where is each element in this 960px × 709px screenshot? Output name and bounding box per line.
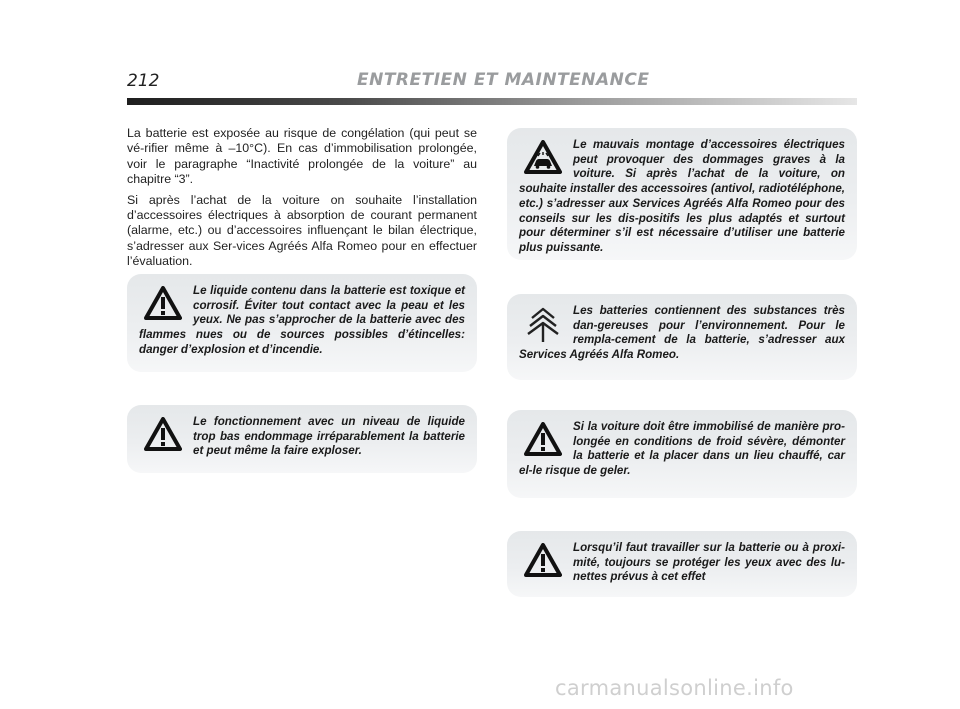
vehicle-warning-icon	[519, 140, 567, 182]
page-number: 212	[127, 71, 160, 91]
body-text	[127, 126, 477, 275]
note-text: Si la voiture doit être immobilisé de manière pro-longée en conditions de froid sévère, démonter la batterie et la placer dans un lieu chauffé, car el-le risque de geler.	[519, 420, 845, 478]
environment-tree-icon	[519, 306, 567, 348]
warning-triangle-icon	[519, 543, 567, 585]
note-cold	[507, 410, 857, 498]
warning-triangle-icon	[519, 422, 567, 464]
note-toxic-liquid	[127, 274, 477, 372]
chapter-title: ENTRETIEN ET MAINTENANCE	[357, 70, 650, 90]
note-eyes	[507, 531, 857, 597]
warning-triangle-icon	[139, 286, 187, 328]
body-paragraph: La batterie est exposée au risque de congélation (qui peut se vé-rifier même à –10°C). En cas d’immobilisation prolongée, voir le paragraphe “Inactivité prolongée de la voiture” au chapitre “3”.	[127, 126, 477, 187]
note-accessories	[507, 128, 857, 260]
note-text: Le fonctionnement avec un niveau de liquide trop bas endommage irréparablement la batterie et peut même la faire exploser.	[193, 415, 465, 458]
body-paragraph: Si après l’achat de la voiture on souhaite l’installation d’accessoires électriques à absorption de courant permanent (alarme, etc.) ou d’accessoires influençant le bilan électrique, s’adresser aux Ser-vices Agréés Alfa Romeo pour en effectuer l’évaluation.	[127, 192, 477, 269]
note-environment	[507, 294, 857, 380]
watermark: carmanualsonline.info	[555, 676, 794, 700]
note-text: Lorsqu’il faut travailler sur la batterie ou à proxi-mité, toujours se protéger les yeux avec des lu-nettes prévus à cet effet	[573, 541, 845, 584]
warning-triangle-icon	[139, 417, 187, 459]
note-low-level	[127, 405, 477, 473]
note-text: Le mauvais montage d’accessoires électriques peut provoquer des dommages graves à la voiture. Si après l’achat de la voiture, on souhaite installer des accessoires (antivol, radiotéléphone, etc.) s’adresser aux Services Agréés Alfa Romeo pour des conseils sur les dis-positifs les plus adaptés et surtout pour déterminer s’il est nécessaire d’utiliser une batterie plus puissante.	[519, 138, 845, 254]
note-text: Le liquide contenu dans la batterie est toxique et corrosif. Éviter tout contact avec la peau et les yeux. Ne pas s’approcher de la batterie avec des flammes nues ou de sources possibles d’étincelles: danger d’explosion et d’incendie.	[139, 284, 465, 356]
header-rule	[127, 98, 857, 105]
note-text: Les batteries contiennent des substances très dan-gereuses pour l’environnement. Pour le rempla-cement de la batterie, s’adresser aux Services Agréés Alfa Romeo.	[519, 304, 845, 362]
